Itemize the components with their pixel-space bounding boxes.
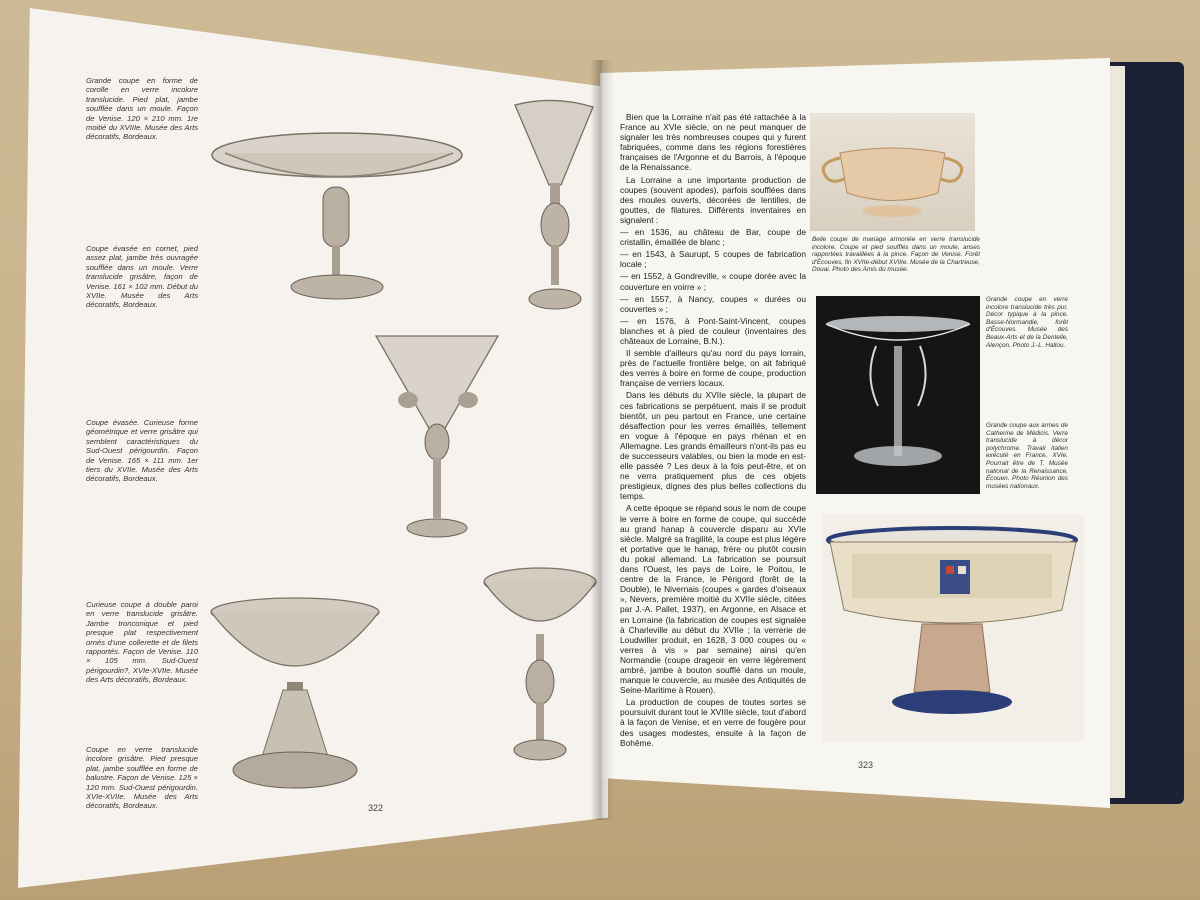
main-article-text [620,112,806,750]
caption-cornet-cup: Coupe évasée en cornet, pied assez plat, jambe très ouvragée soufflée dans un moule. Verre translucide grisâtre, façon de Venise. 161 × 102 mm. Début du XVIIe. Musée des Arts décoratifs, Bordeaux. [86,244,198,310]
caption-medicis-cup: Grande coupe aux armes de Catherine de Médicis. Verre translucide à décor polychrome. Travail italien exécuté en France, XVIe. Pourrait être de T. Musée national de la Renaissance, Écouen. Photo Réunion des musées nationaux. [986,422,1068,490]
geometric-cup-illustration [370,330,505,550]
caption-corolle-cup: Grande coupe en forme de corolle en verre incolore translucide. Pied plat, jambe soufflée dans un moule. Façon de Venise. 120 × 210 mm. 1re moitié du XVIIIe. Musée des Arts décoratifs, Bordeaux. [86,76,198,142]
corolle-cup-illustration [205,95,475,310]
paragraph: La Lorraine a une importante production de coupes (souvent apodes), parfois soufflées dans des moules ouverts, décorées de lentilles, de gouttes, de filatures. Différents inventaires en signalent : [620,174,806,225]
right-page-number: 323 [858,760,874,770]
photo-medicis-cup [822,514,1084,742]
paragraph: A cette époque se répand sous le nom de coupe le verre à boire en forme de coupe, qui succède au grand hanap à couvercle disparu au XVIe siècle. Malgré sa fragilité, la coupe est plus légère et portative que le hanap, frère ou plutôt cousin du pokal allemand. La fabrication se poursuit dans l'Ouest, les pays de Loire, le Poitou, le centre de la France, le Périgord (forêt de la Double), le Nivernais (coupes « gardes d'oiseaux », Nevers, première moitié du XVIIe siècle, citées par J.-A. Pallet, 1937), en Argonne, en Alsace et en Lorraine (la fabrication de coupes est signalée à Charleville au début du XVIIe ; la verrerie de Loudwiller produit, en 1628, 3 000 coupes ou « verres à vis » par semaine) ainsi qu'en Normandie (coupe drageoir en verre légèrement ambré, jambe à bouton soufflé dans un moule, manque le couvercle, au musée des Antiquités de Seine-Maritime à Rouen). [620,503,806,696]
inventory-line: — en 1552, à Gondreville, « coupe dorée avec la couverture en voirre » ; [620,271,806,292]
balustre-cup-illustration [478,560,603,775]
caption-balustre-cup: Coupe en verre translucide incolore grisâtre. Pied presque plat, jambe soufflée en forme de balustre. Façon de Venise. 125 × 120 mm. Sud-Ouest périgourdin. XVIe-XVIIe. Musée des Arts décoratifs, Bordeaux. [86,745,198,811]
caption-marriage-cup: Belle coupe de mariage armoriée en verre translucide incolore. Coupe et pied soufflés dans un moule, anses rapportées travaillées à la pince. Façon de Venise. Forêt d'Écouves, fin XVIIe-début XVIIIe. Musée de la Chartreuse, Douai. Photo des Amis du musée. [812,236,980,274]
inventory-line: — en 1557, à Nancy, coupes « durées ou couvertes » ; [620,293,806,314]
caption-double-wall-cup: Curieuse coupe à double paroi en verre translucide grisâtre. Jambe tronconique et pied presque plat respectivement ornés d'une collerette et de filets rapportés. Façon de Venise. 110 × 105 mm. Sud-Ouest périgourdin?, XVIe-XVIIe. Musée des Arts décoratifs, Bordeaux. [86,600,198,685]
caption-geometric-cup: Coupe évasée. Curieuse forme géométrique et verre grisâtre qui semblent caractéristiques du Sud-Ouest périgourdin. Façon de Venise. 165 × 111 mm. 1er tiers du XVIIe. Musée des Arts décoratifs, Bordeaux. [86,418,198,484]
double-wall-cup-illustration [205,590,385,800]
caption-clear-glass-cup: Grande coupe en verre incolore translucide très pur. Décor typique à la pince. Basse-Normandie, forêt d'Écouves. Musée des Beaux-Arts et de la Dentelle, Alençon. Photo J.-L. Hallou. [986,296,1068,349]
photo-marriage-cup [810,113,975,231]
paragraph: Il semble d'ailleurs qu'au nord du pays lorrain, près de l'actuelle frontière belge, on ait fabriqué des verres à boire en forme de coupe, production française de verriers locaux. [620,348,806,389]
paragraph: Bien que la Lorraine n'ait pas été rattachée à la France au XVIe siècle, on ne peut manquer de signaler les très nombreuses coupes qui y furent fabriquées, comme dans les régions forestières françaises de l'Argonne et du Barrois, à l'époque de la Renaissance. [620,112,806,173]
paragraph: Dans les débuts du XVIIe siècle, la plupart de ces fabrications se perpétuent, mais il se produit bientôt, un peu partout en France, une certaine désaffection pour les verres émaillés, tellement en vogue à l'époque en pays rhénan et en Allemagne. Les grands émailleurs n'ont-ils pas eu de successeurs valables, ou bien la mode en est-elle passée ? Les deux à la fois peut-être, et on ne verra pratiquement plus de ces objets prestigieux, dignes des plus belles collections du temps. [620,390,806,502]
cornet-cup-illustration [505,95,600,320]
paragraph: La production de coupes de toutes sortes se poursuivit durant tout le XVIIIe siècle, tout d'abord à la façon de Venise, et en verre de fougère pour des usages modestes, ensuite à la façon de Bohême. [620,697,806,748]
inventory-line: — en 1576, à Pont-Saint-Vincent, coupes blanches et à pied de couleur (inventaires des châteaux de Lorraine, B.N.). [620,315,806,346]
inventory-line: — en 1543, à Saurupt, 5 coupes de fabrication locale ; [620,249,806,270]
left-page-number: 322 [368,803,384,813]
photo-clear-glass-cup [816,296,980,494]
inventory-line: — en 1536, au château de Bar, coupe de cristallin, émaillée de blanc ; [620,227,806,248]
book-gutter-shadow [590,60,614,820]
